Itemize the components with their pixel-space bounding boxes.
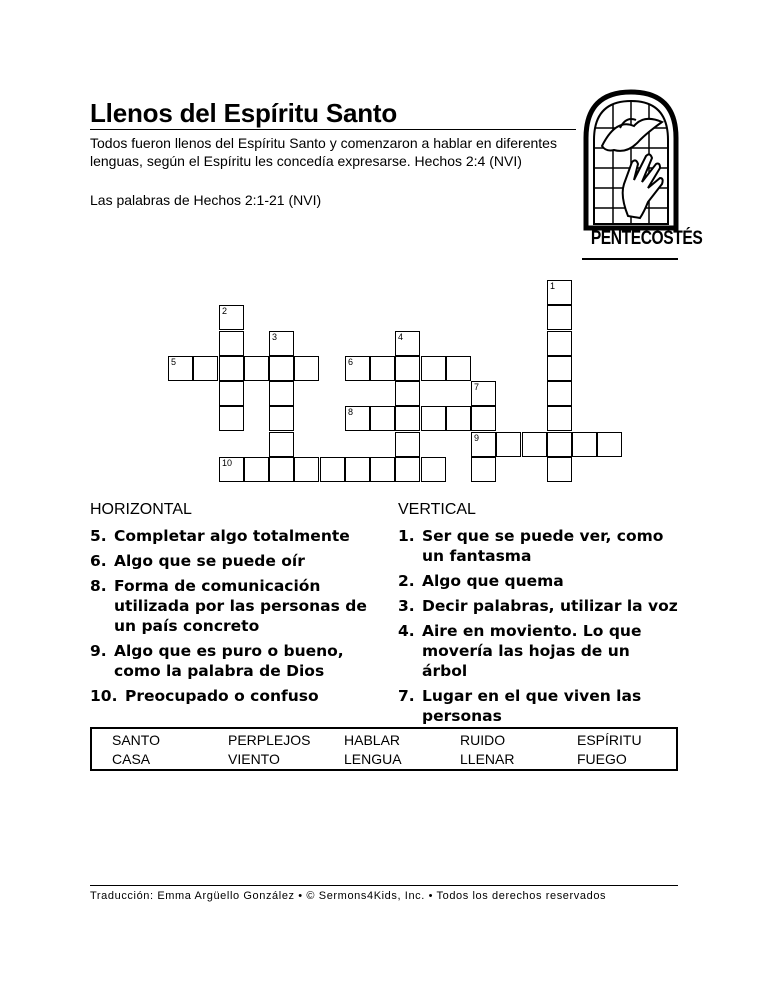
crossword-cell[interactable] [370, 457, 395, 482]
crossword-cell[interactable] [421, 356, 446, 381]
crossword-cell[interactable] [370, 406, 395, 431]
clue-4-down [398, 621, 678, 681]
crossword-cell[interactable] [395, 331, 420, 356]
clue-number: 6. [90, 552, 107, 570]
bank-word: ESPÍRITU [577, 732, 642, 748]
clue-number: 9. [90, 642, 107, 660]
crossword-cell[interactable] [547, 331, 572, 356]
clue-text: Completar algo totalmente [114, 527, 350, 545]
crossword-cell[interactable] [547, 280, 572, 305]
crossword-cell[interactable] [471, 432, 496, 457]
bank-word: VIENTO [228, 751, 280, 767]
crossword-cell[interactable] [219, 381, 244, 406]
crossword-cell[interactable] [219, 356, 244, 381]
crossword-cell[interactable] [395, 356, 420, 381]
crossword-cell[interactable] [547, 457, 572, 482]
clue-number: 10. [90, 687, 118, 705]
crossword-cell[interactable] [547, 406, 572, 431]
crossword-cell[interactable] [345, 406, 370, 431]
crossword-cell[interactable] [320, 457, 345, 482]
clue-text: Preocupado o confuso [125, 687, 319, 705]
clue-text: Decir palabras, utilizar la voz [422, 597, 678, 615]
crossword-cell[interactable] [496, 432, 521, 457]
crossword-cell[interactable] [471, 406, 496, 431]
clue-number-label: 10 [222, 458, 233, 468]
crossword-cell[interactable] [471, 381, 496, 406]
crossword-cell[interactable] [294, 457, 319, 482]
clue-5-across [90, 526, 375, 546]
logo-title: PENTECOSTÉS [590, 228, 703, 249]
crossword-cell[interactable] [345, 356, 370, 381]
footer-credits: Traducción: Emma Argüello González • © Sermons4Kids, Inc. • Todos los derechos reservados [90, 890, 607, 902]
crossword-cell[interactable] [471, 457, 496, 482]
crossword-cell[interactable] [168, 356, 193, 381]
crossword-cell[interactable] [522, 432, 547, 457]
bank-word: PERPLEJOS [228, 732, 311, 748]
clue-number-label: 5 [171, 357, 177, 367]
crossword-cell[interactable] [269, 432, 294, 457]
crossword-cell[interactable] [446, 356, 471, 381]
word-bank [90, 727, 678, 771]
horizontal-heading: HORIZONTAL [90, 501, 192, 518]
clue-number: 3. [398, 597, 415, 615]
crossword-cell[interactable] [597, 432, 622, 457]
clue-text: Algo que quema [422, 572, 564, 590]
clue-text: Algo que es puro o bueno, como la palabra de Dios [114, 642, 344, 680]
crossword-cell[interactable] [219, 406, 244, 431]
clue-2-down [398, 571, 678, 591]
crossword-cell[interactable] [244, 356, 269, 381]
clue-7-down [398, 686, 678, 726]
bank-word: HABLAR [344, 732, 401, 748]
crossword-cell[interactable] [395, 406, 420, 431]
clue-number: 5. [90, 527, 107, 545]
clue-number: 8. [90, 577, 107, 595]
clue-number-label: 1 [550, 281, 556, 291]
crossword-cell[interactable] [421, 406, 446, 431]
clue-number-label: 3 [272, 332, 278, 342]
clue-9-across [90, 641, 375, 681]
clue-number-label: 9 [474, 433, 480, 443]
vertical-clues [398, 526, 678, 731]
crossword-cell[interactable] [395, 432, 420, 457]
crossword-cell[interactable] [269, 457, 294, 482]
clue-text: Ser que se puede ver, como un fantasma [422, 527, 664, 565]
clue-number-label: 4 [398, 332, 404, 342]
clue-10-across [90, 686, 375, 706]
crossword-cell[interactable] [269, 406, 294, 431]
logo-underline [582, 258, 678, 260]
crossword-cell[interactable] [395, 457, 420, 482]
crossword-cell[interactable] [244, 457, 269, 482]
memory-verse: Todos fueron llenos del Espíritu Santo y comenzaron a hablar en diferentes lenguas, según el Espíritu les concedía expresarse. Hechos 2:4 (NVI) [90, 135, 557, 169]
crossword-cell[interactable] [547, 381, 572, 406]
clue-text: Lugar en el que viven las personas [422, 687, 642, 725]
crossword-cell[interactable] [345, 457, 370, 482]
crossword-cell[interactable] [193, 356, 218, 381]
clue-text: Algo que se puede oír [114, 552, 305, 570]
crossword-cell[interactable] [219, 331, 244, 356]
clue-8-across [90, 576, 375, 636]
scripture-passage: Las palabras de Hechos 2:1-21 (NVI) [90, 192, 322, 208]
crossword-cell[interactable] [219, 305, 244, 330]
clue-number: 4. [398, 622, 415, 640]
clue-number-label: 8 [348, 407, 354, 417]
crossword-cell[interactable] [294, 356, 319, 381]
clue-number: 7. [398, 687, 415, 705]
title-divider [90, 129, 576, 130]
horizontal-clues [90, 526, 375, 711]
vertical-heading: VERTICAL [398, 501, 476, 518]
crossword-cell[interactable] [395, 381, 420, 406]
bank-word: RUIDO [460, 732, 506, 748]
crossword-cell[interactable] [446, 406, 471, 431]
crossword-cell[interactable] [547, 305, 572, 330]
clue-number-label: 2 [222, 306, 228, 316]
page-title: Llenos del Espíritu Santo [90, 98, 398, 128]
clue-3-down [398, 596, 678, 616]
bank-word: LENGUA [344, 751, 402, 767]
crossword-cell[interactable] [547, 356, 572, 381]
crossword-cell[interactable] [269, 381, 294, 406]
bank-word: FUEGO [577, 751, 627, 767]
clue-1-down [398, 526, 678, 566]
clue-number-label: 6 [348, 357, 354, 367]
footer-divider [90, 885, 678, 886]
crossword-cell[interactable] [269, 331, 294, 356]
clue-number: 1. [398, 527, 415, 545]
crossword-cell[interactable] [370, 356, 395, 381]
crossword-cell[interactable] [269, 356, 294, 381]
crossword-cell[interactable] [219, 457, 244, 482]
clue-text: Forma de comunicación utilizada por las personas de un país concreto [114, 577, 367, 635]
bank-word: CASA [112, 751, 151, 767]
crossword-cell[interactable] [572, 432, 597, 457]
crossword-cell[interactable] [421, 457, 446, 482]
clue-6-across [90, 551, 375, 571]
crossword-cell[interactable] [547, 432, 572, 457]
clue-text: Aire en moviento. Lo que movería las hojas de un árbol [422, 622, 642, 680]
clue-number: 2. [398, 572, 415, 590]
clue-number-label: 7 [474, 382, 480, 392]
bank-word: LLENAR [460, 751, 515, 767]
bank-word: SANTO [112, 732, 160, 748]
